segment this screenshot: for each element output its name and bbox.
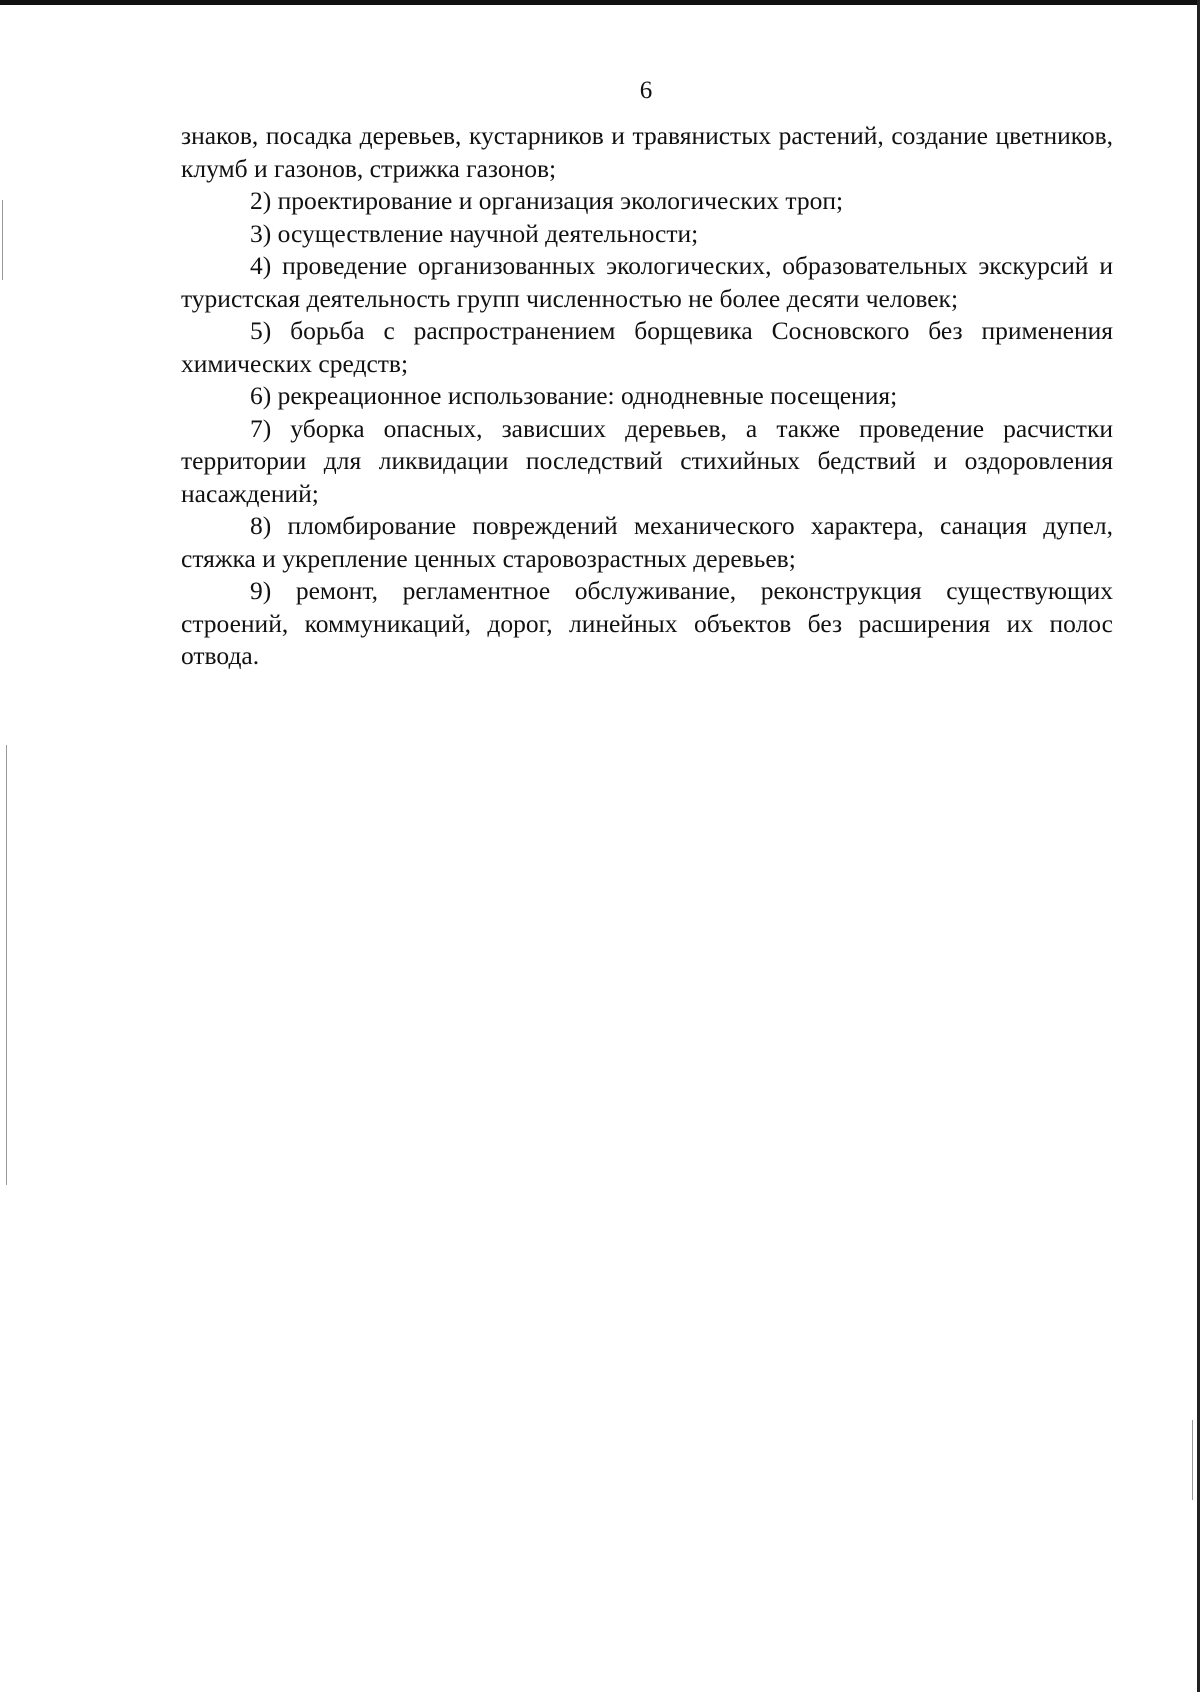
list-item-7: 7) уборка опасных, зависших деревьев, а также проведение расчистки территории для ликвидации последствий стихийных бедствий и оздоровления насаждений; xyxy=(181,413,1113,508)
scan-artifact-right xyxy=(1192,1420,1193,1500)
paragraph-continuation: знаков, посадка деревьев, кустарников и травянистых растений, создание цветников, клумб и газонов, стрижка газонов; xyxy=(181,121,1113,183)
scan-artifact-left xyxy=(6,745,7,1185)
list-item-4: 4) проведение организованных экологических, образовательных экскурсий и туристская деятельность групп численностью не более десяти человек; xyxy=(181,251,1113,313)
scan-artifact-left xyxy=(2,200,3,280)
list-item-9: 9) ремонт, регламентное обслуживание, реконструкция существующих строений, коммуникаций, дорог, линейных объектов без расширения их полос отвода. xyxy=(181,576,1113,670)
list-item-6: 6) рекреационное использование: однодневные посещения; xyxy=(250,381,898,410)
list-item-8: 8) пломбирование повреждений механического характера, санация дупел, стяжка и укрепление ценных старовозрастных деревьев; xyxy=(181,511,1113,573)
page-number: 6 xyxy=(639,77,653,104)
list-item-2: 2) проектирование и организация экологических троп; xyxy=(250,186,844,215)
list-item-5: 5) борьба с распространением борщевика Сосновского без применения химических средств; xyxy=(181,316,1113,378)
list-item-3: 3) осуществление научной деятельности; xyxy=(250,218,699,248)
document-body xyxy=(181,120,1113,673)
scan-top-border xyxy=(0,0,1200,5)
